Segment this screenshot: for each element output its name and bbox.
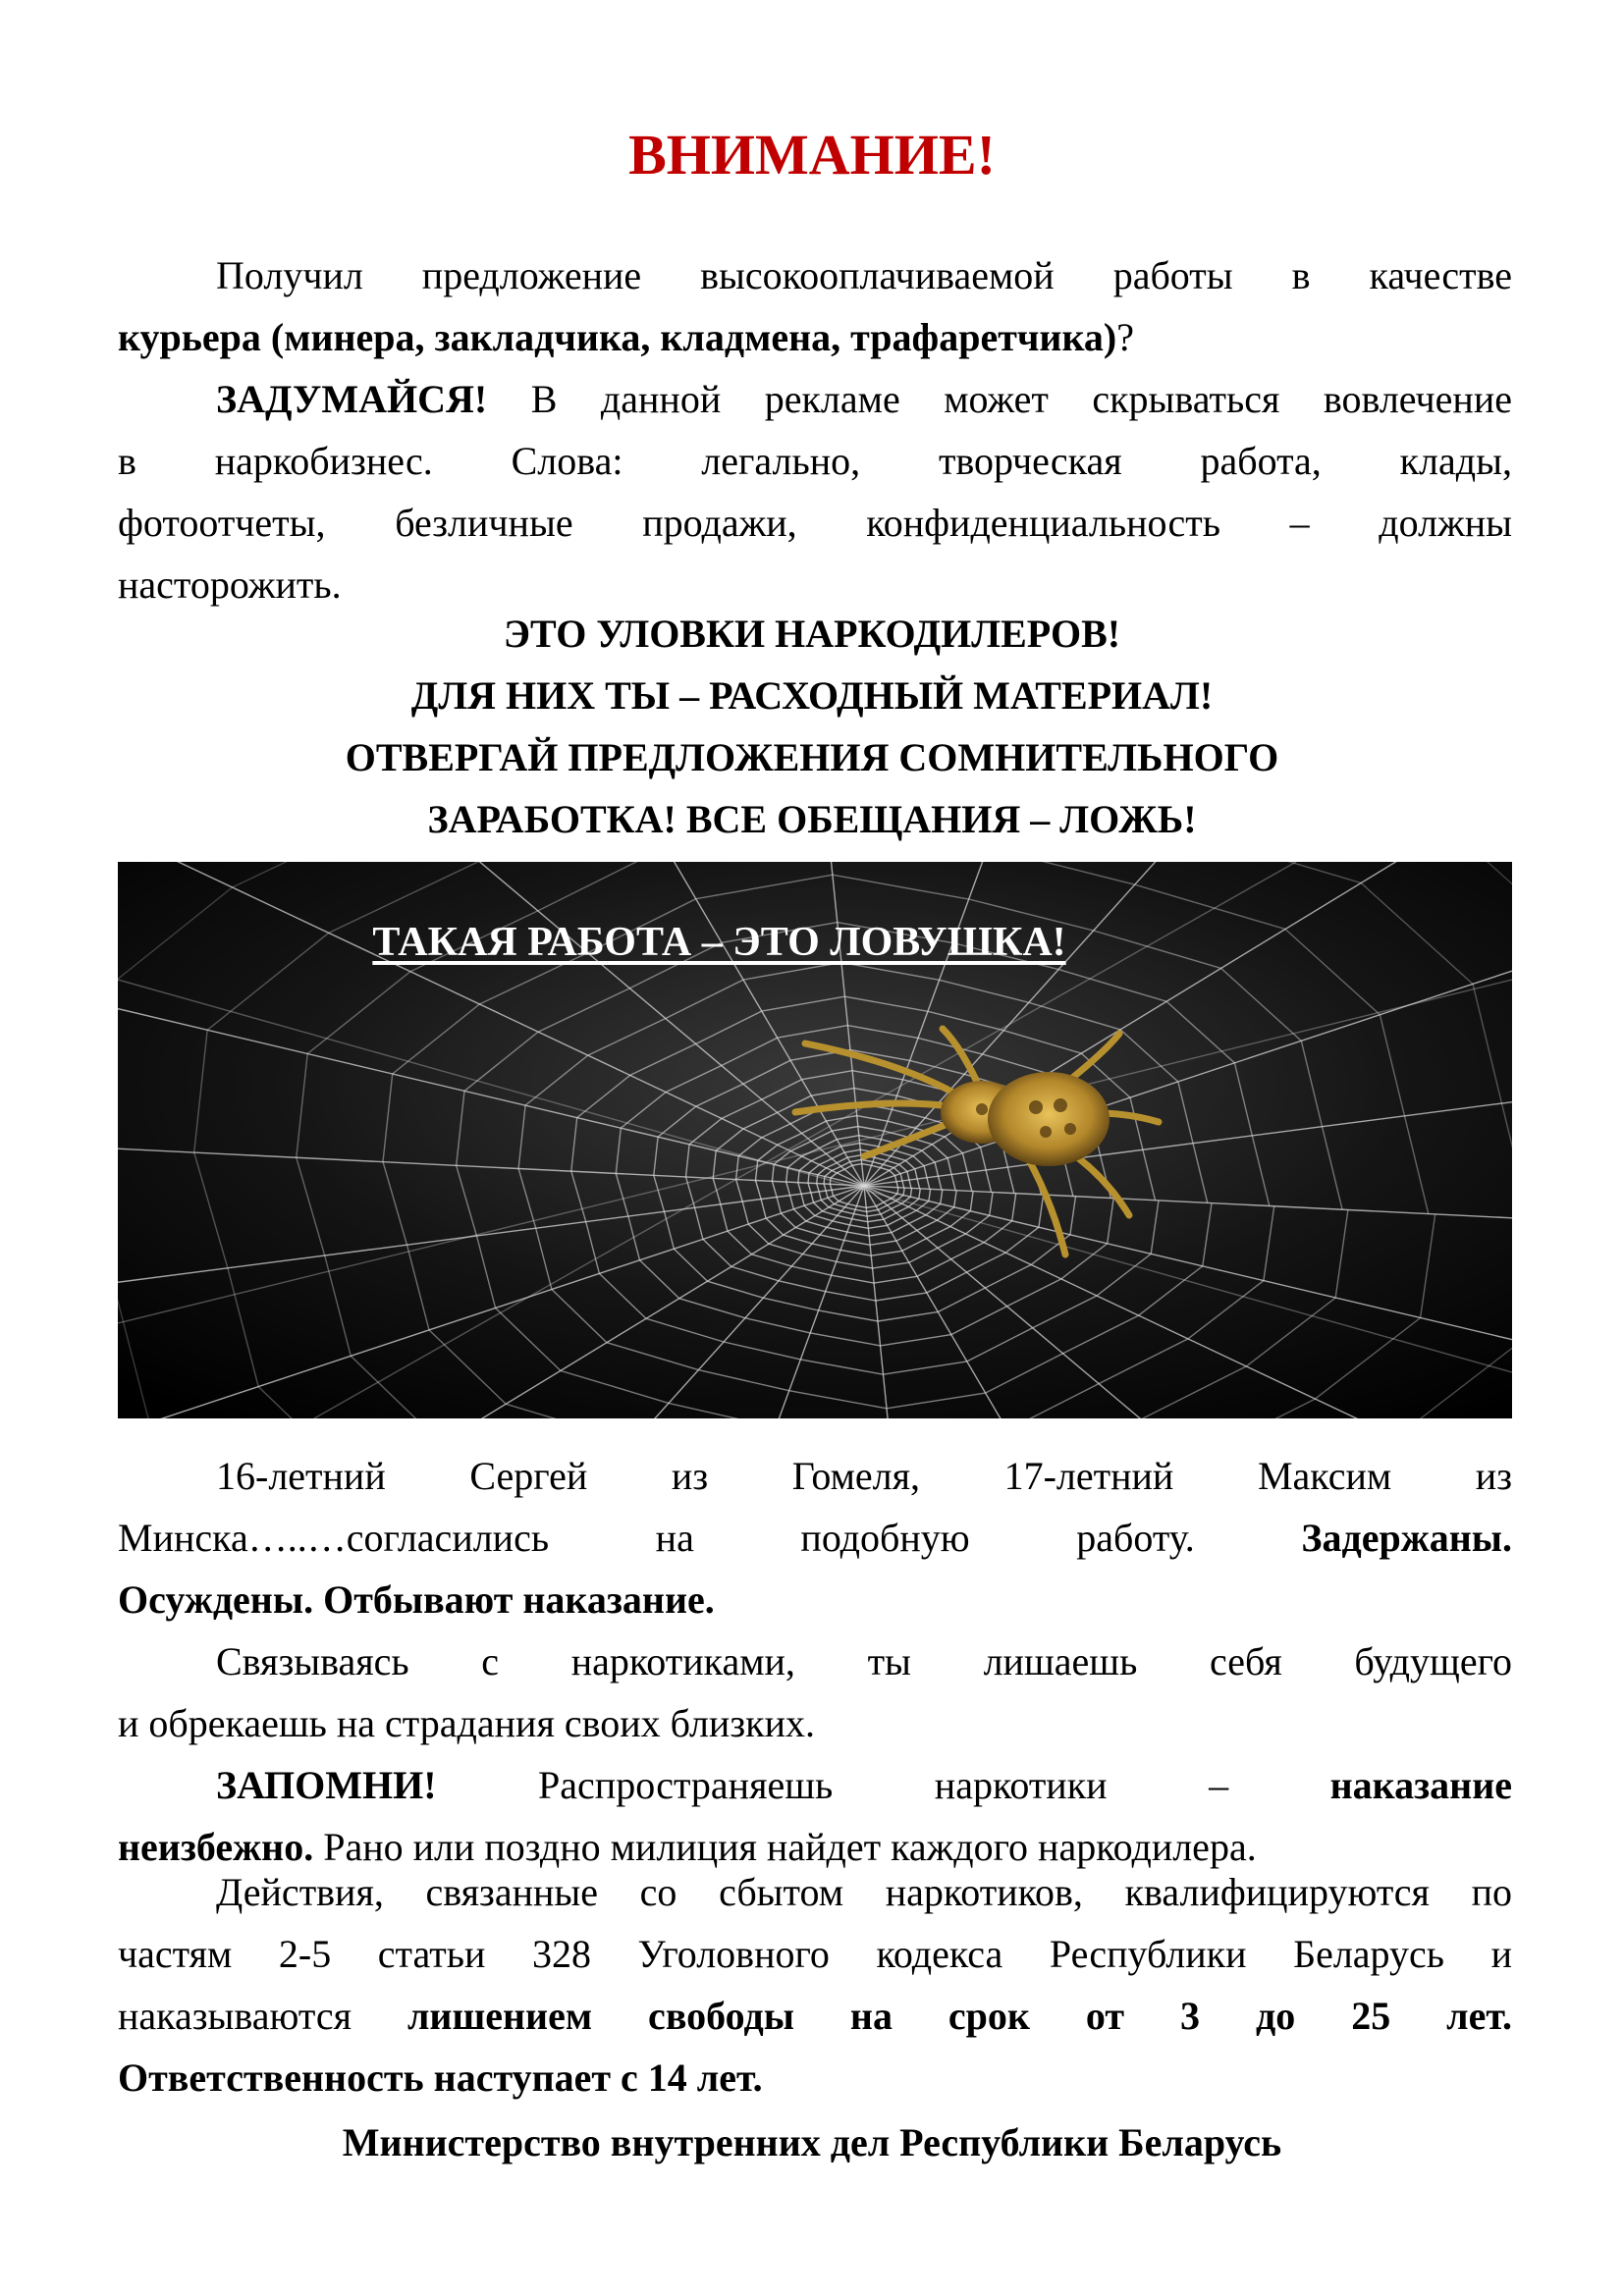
warning-line-3: ОТВЕРГАЙ ПРЕДЛОЖЕНИЯ СОМНИТЕЛЬНОГО xyxy=(345,735,1279,779)
story-convicted: Осуждены. Отбывают наказание. xyxy=(118,1577,715,1622)
poster-title: ВНИМАНИЕ! xyxy=(628,123,996,187)
intro-line-4: в наркобизнес. Слова: легально, творческая работа, клады, xyxy=(118,439,1512,483)
story-line-5: и обрекаешь на страдания своих близких. xyxy=(118,1701,815,1745)
warning-line-2: ДЛЯ НИХ ТЫ – РАСХОДНЫЙ МАТЕРИАЛ! xyxy=(410,673,1214,718)
intro-line-2 xyxy=(118,306,1512,368)
intro-question-mark: ? xyxy=(1116,315,1134,359)
story-paragraph xyxy=(118,1445,1512,1878)
warning-line-1: ЭТО УЛОВКИ НАРКОДИЛЕРОВ! xyxy=(503,612,1121,656)
spider-web-photo xyxy=(118,862,1512,1418)
law-age-of-responsibility: Ответственность наступает с 14 лет. xyxy=(118,2056,763,2100)
law-line-1: Действия, связанные со сбытом наркотиков, квалифицируются по xyxy=(216,1870,1512,1914)
intro-paragraph xyxy=(118,244,1512,615)
warning-line-4: ЗАРАБОТКА! ВСЕ ОБЕЩАНИЯ – ЛОЖЬ! xyxy=(427,797,1197,841)
story-line-2-text: Минска…..…согласились на подобную работу. xyxy=(118,1516,1195,1560)
intro-line-3 xyxy=(118,368,1512,430)
story-line-4: Связываясь с наркотиками, ты лишаешь себя будущего xyxy=(216,1639,1512,1683)
law-line-3-text: наказываются xyxy=(118,1994,352,2038)
law-sentence-term: лишением свободы на срок от 3 до 25 лет. xyxy=(406,1994,1512,2038)
warning-block xyxy=(0,603,1624,850)
law-line-2: частям 2-5 статьи 328 Уголовного кодекса Республики Беларусь и xyxy=(118,1932,1512,1976)
intro-courier-roles: курьера (минера, закладчика, кладмена, трафаретчика) xyxy=(118,315,1117,359)
story-punishment: наказание xyxy=(1329,1763,1513,1807)
intro-line-1: Получил предложение высокооплачиваемой работы в качестве xyxy=(216,253,1512,297)
story-remember: ЗАПОМНИ! xyxy=(216,1763,437,1807)
story-line-3 xyxy=(118,1569,1512,1630)
ministry-signature: Министерство внутренних дел Республики Беларусь xyxy=(342,2120,1282,2164)
story-line-1: 16-летний Сергей из Гомеля, 17-летний Максим из xyxy=(216,1454,1512,1498)
photo-caption: ТАКАЯ РАБОТА – ЭТО ЛОВУШКА! xyxy=(372,920,1066,965)
story-line-6 xyxy=(118,1754,1512,1816)
story-line-7-text: Рано или поздно милиция найдет каждого наркодилера. xyxy=(313,1825,1257,1869)
law-line-4 xyxy=(118,2047,1512,2109)
story-line-2 xyxy=(118,1507,1512,1569)
intro-think-word: ЗАДУМАЙСЯ! xyxy=(216,377,488,421)
story-inevitable: неизбежно. xyxy=(118,1825,314,1869)
law-paragraph xyxy=(118,1861,1512,2109)
story-line-6-text: Распространяешь наркотики – xyxy=(538,1763,1229,1807)
story-detained: Задержаны. xyxy=(1301,1516,1513,1560)
intro-line-5: фотоотчеты, безличные продажи, конфиденциальность – должны xyxy=(118,501,1512,545)
intro-line-6: насторожить. xyxy=(118,562,342,607)
intro-line-3-text: В данной рекламе может скрываться вовлечение xyxy=(487,377,1512,421)
law-line-3 xyxy=(118,1985,1512,2047)
